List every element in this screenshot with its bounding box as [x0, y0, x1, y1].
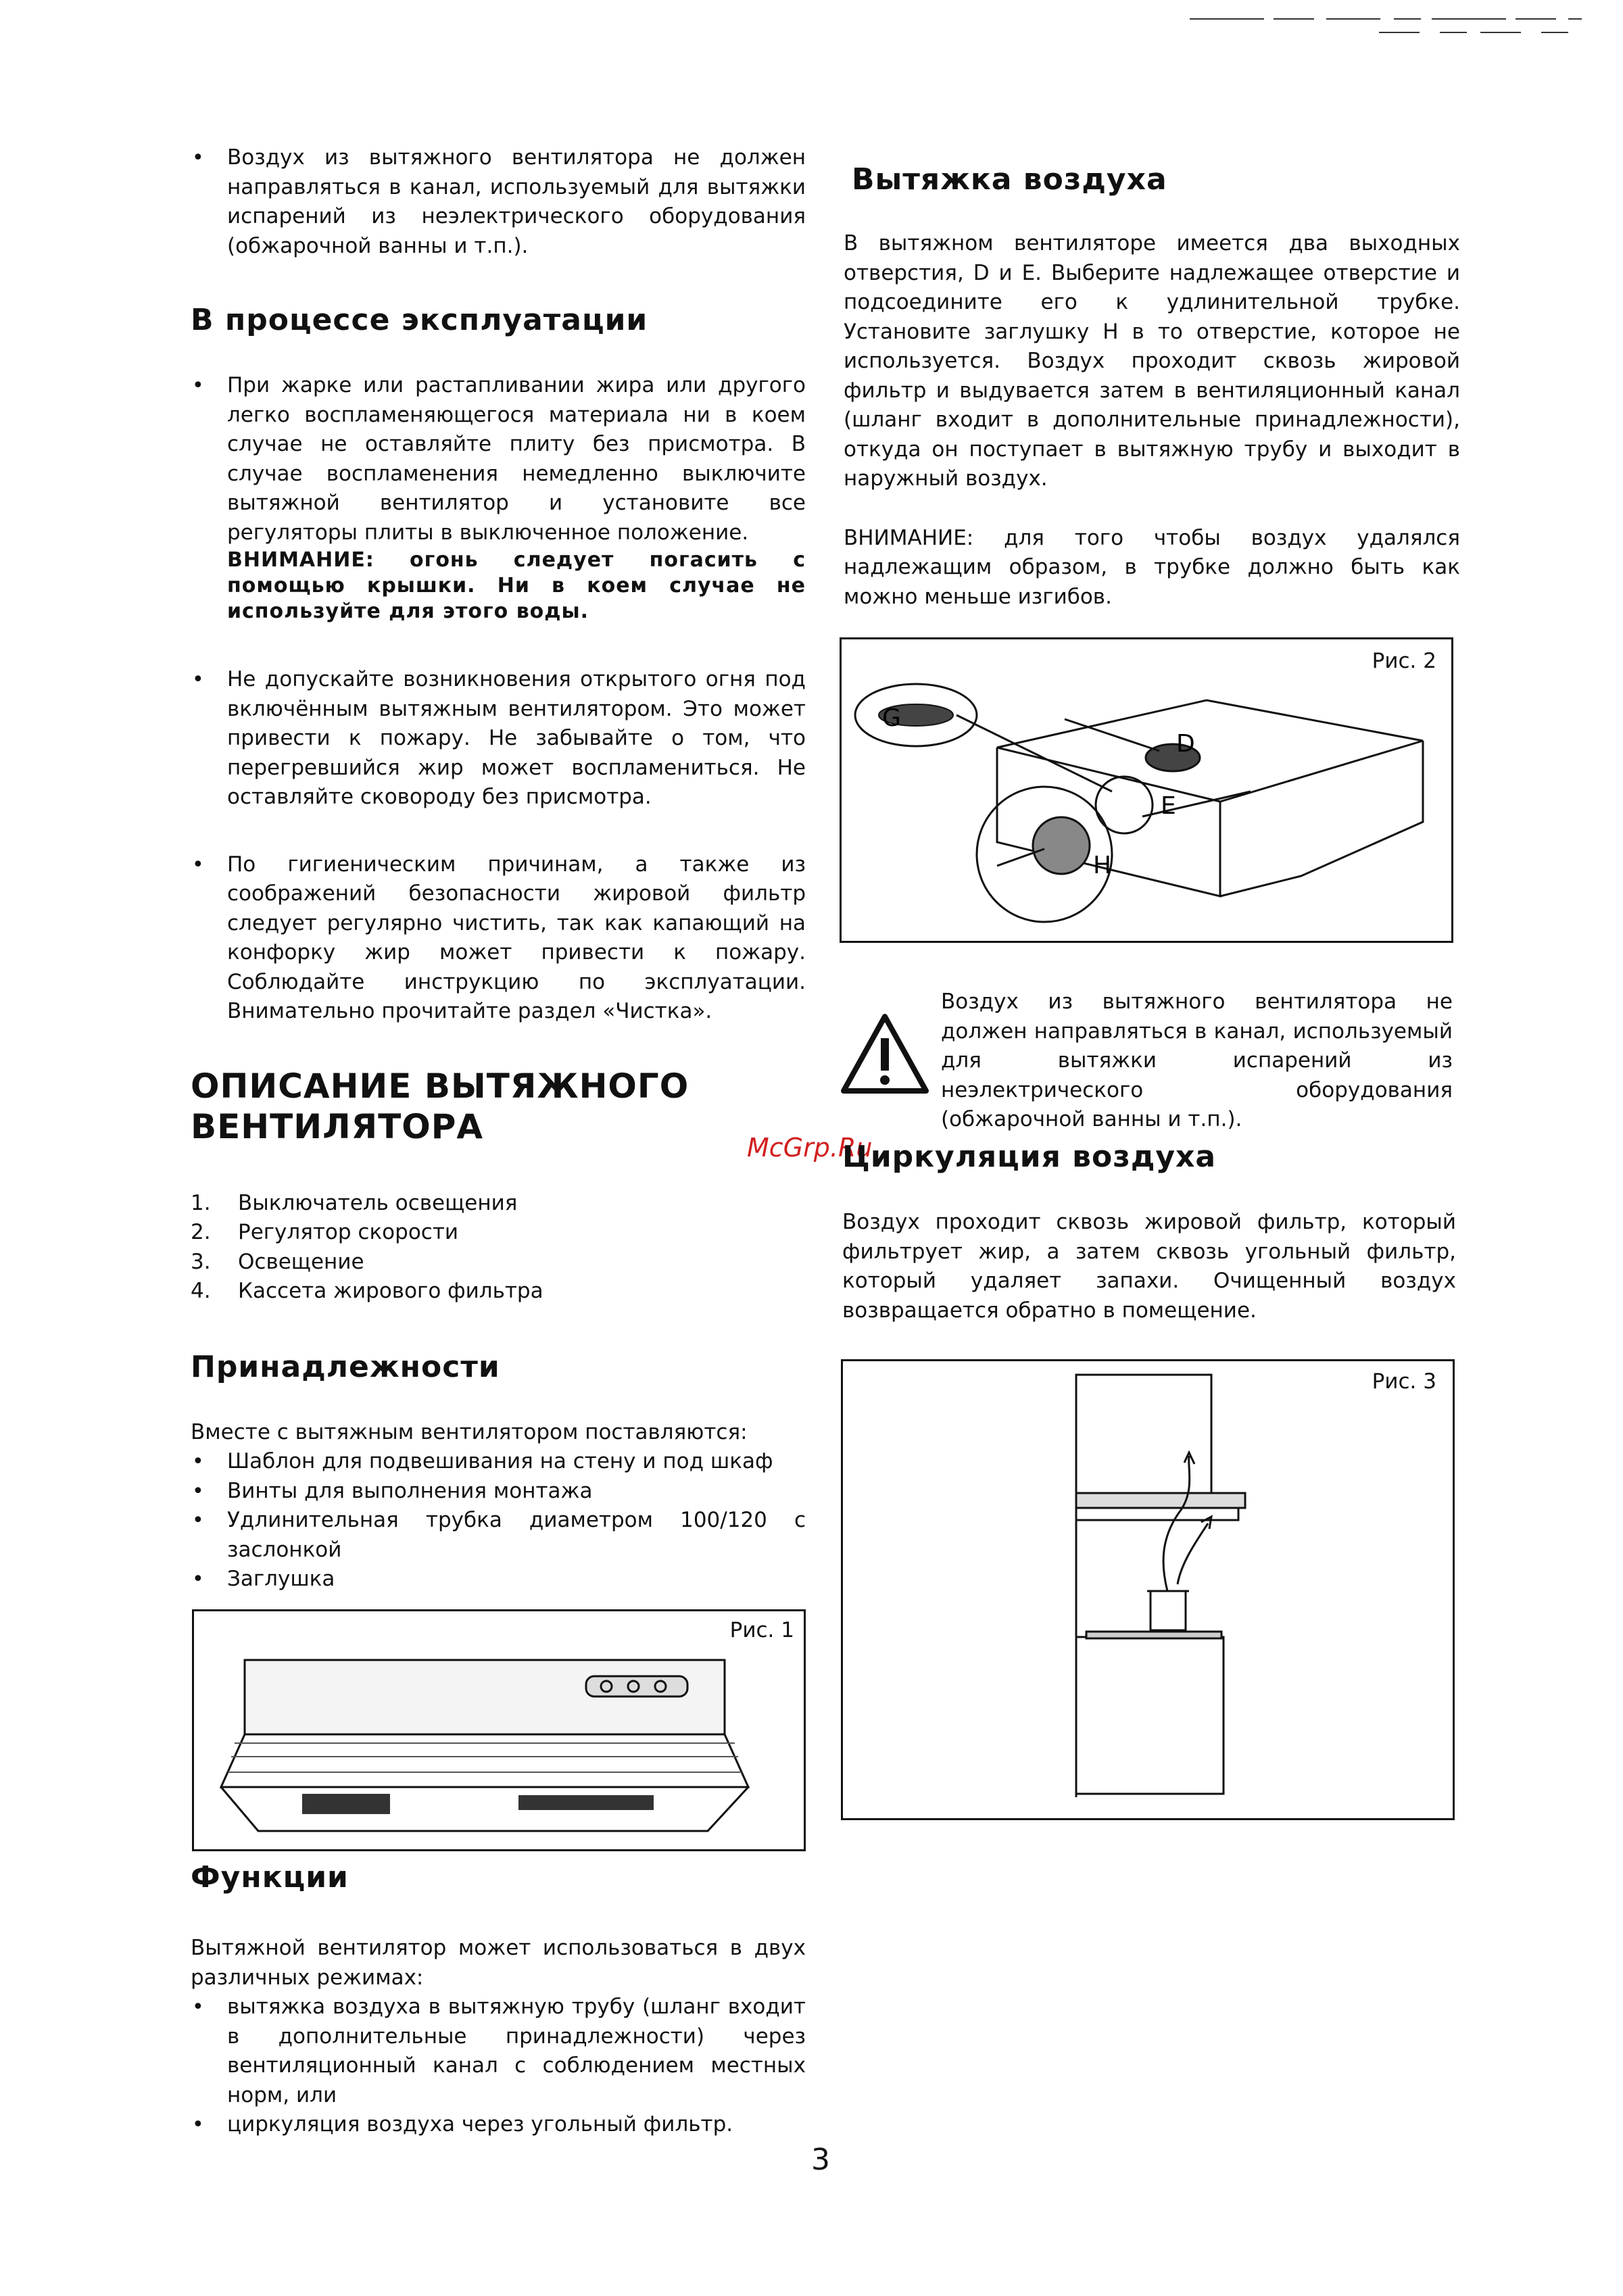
operation-bullet-1-text: При жарке или растапливании жира или другого легко воспламеняющегося материала ни в коем случае не оставляйте плиту без присмотра. В случае воспламенения немедленно выключите вытяжной вентилятор и установите все регуляторы плиты в выключенное положение.: [227, 373, 806, 545]
extraction-text: В вытяжном вентиляторе имеется два выходных отверстия, D и E. Выберите надлежащее отверстие и подсоедините его к удлинительной трубке. Установите заглушку H в то отверстие, которое не используется. Воздух проходит сквозь жировой фильтр и выдувается затем в вентиляционный канал (шланг входит в дополнительные принадлежности), откуда он поступает в вытяжную трубу и выходит в наружный воздух.: [844, 231, 1460, 491]
functions-item: • вытяжка воздуха в вытяжную трубу (шланг входит в дополнительные принадлежности) через вентиляционный канал с соблюдением местных норм, или: [191, 1993, 806, 2110]
figure-2-label: Рис. 2: [1372, 649, 1436, 673]
operation-list: [191, 371, 806, 1027]
hood-illustration: [194, 1611, 804, 1849]
page-number: 3: [811, 2143, 830, 2177]
description-item-number: 2.: [191, 1220, 211, 1244]
operation-bullet-2: • Не допускайте возникновения открытого огня под включённым вытяжным вентилятором. Это может привести к пожару. Не забывайте о том, что перегревшийся жир может воспламениться. Не оставляйте сковороду без присмотра.: [191, 665, 806, 812]
intro-bullet: • Воздух из вытяжного вентилятора не должен направляться в канал, используемый для вытяжки испарений из неэлектрического оборудования (обжарочной ванны и т.п.).: [191, 143, 806, 261]
description-item-text: Кассета жирового фильтра: [238, 1279, 543, 1303]
warning-text: Воздух из вытяжного вентилятора не должен направляться в канал, используемый для вытяжки испарений из неэлектрического оборудования (обжарочной ванны и т.п.).: [941, 990, 1453, 1131]
description-item-number: 1.: [191, 1190, 211, 1215]
circulation-diagram: [843, 1361, 1453, 1818]
operation-bullet-1: [191, 371, 806, 625]
figure-3: [841, 1359, 1455, 1820]
extraction-heading: Вытяжка воздуха: [852, 162, 1167, 197]
description-item: [191, 1189, 806, 1219]
description-item-text: Регулятор скорости: [238, 1220, 459, 1244]
description-heading-line-2: ВЕНТИЛЯТОРА: [191, 1106, 484, 1146]
accessories-list: [191, 1447, 806, 1594]
figure-2: [840, 637, 1453, 943]
warning-icon: [840, 1012, 931, 1097]
label-d: D: [1176, 730, 1195, 758]
accessories-item: • Заглушка: [191, 1565, 806, 1594]
header-decoration: [1176, 14, 1582, 34]
circulation-text: Воздух проходит сквозь жировой фильтр, который фильтрует жир, а затем сквозь угольный фильтр, который удаляет запахи. Очищенный воздух возвращается обратно в помещение.: [842, 1210, 1456, 1323]
left-column: [191, 143, 806, 1594]
accessories-heading: Принадлежности: [191, 1349, 500, 1384]
description-heading-line-1: ОПИСАНИЕ ВЫТЯЖНОГО: [191, 1066, 689, 1106]
accessories-item: • Шаблон для подвешивания на стену и под шкаф: [191, 1447, 806, 1477]
functions-item: • циркуляция воздуха через угольный фильтр.: [191, 2110, 806, 2140]
accessories-intro: Вместе с вытяжным вентилятором поставляются:: [191, 1419, 748, 1444]
description-item: [191, 1248, 806, 1277]
watermark: McGrp.Ru: [747, 1133, 873, 1163]
functions-heading: Функции: [191, 1860, 349, 1895]
circulation-heading: Циркуляция воздуха: [842, 1140, 1217, 1174]
description-list: [191, 1189, 806, 1306]
description-item-number: 3.: [191, 1249, 211, 1274]
circulation-section: [842, 1140, 1456, 1325]
functions-section: [191, 1860, 806, 2140]
description-heading: [191, 1066, 806, 1147]
description-item-number: 4.: [191, 1279, 211, 1303]
figure-1-label: Рис. 1: [729, 1618, 794, 1642]
label-g: G: [882, 704, 901, 732]
description-item: [191, 1218, 806, 1248]
operation-bullet-3: • По гигиеническим причинам, а также из соображений безопасности жировой фильтр следует регулярно чистить, так как капающий на конфорку жир может привести к пожару. Соблюдайте инструкцию по эксплуатации. Внимательно прочитайте раздел «Чистка».: [191, 850, 806, 1027]
description-item-text: Выключатель освещения: [238, 1190, 518, 1215]
figure-1: [192, 1609, 806, 1851]
extraction-note: ВНИМАНИЕ: для того чтобы воздух удалялся надлежащим образом, в трубке должно быть как можно меньше изгибов.: [844, 525, 1460, 609]
label-e: E: [1161, 792, 1176, 820]
operation-warning: ВНИМАНИЕ: огонь следует погасить с помощью крышки. Ни в коем случае не используйте для этого воды.: [227, 548, 806, 623]
accessories-item: • Удлинительная трубка диаметром 100/120 с заслонкой: [191, 1506, 806, 1565]
accessories-item: • Винты для выполнения монтажа: [191, 1477, 806, 1507]
extraction-diagram: [842, 639, 1451, 941]
description-item-text: Освещение: [238, 1249, 364, 1274]
functions-list: [191, 1993, 806, 2140]
figure-3-label: Рис. 3: [1372, 1369, 1436, 1394]
description-item: [191, 1277, 806, 1306]
label-h: H: [1093, 852, 1112, 879]
operation-heading: В процессе эксплуатации: [191, 303, 648, 337]
intro-bullet-list: [191, 143, 806, 261]
right-column: [844, 162, 1460, 612]
functions-intro: Вытяжной вентилятор может использоваться в двух различных режимах:: [191, 1936, 806, 1990]
